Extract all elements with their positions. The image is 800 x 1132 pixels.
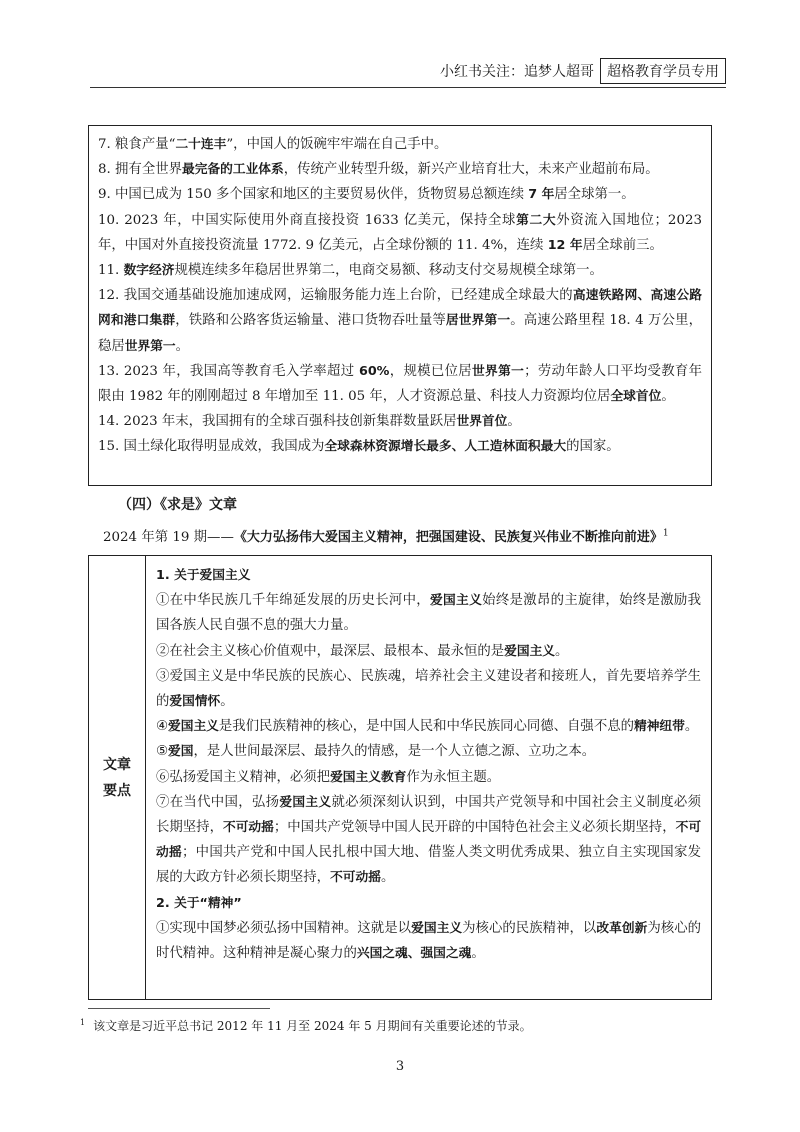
article-points-content	[146, 556, 711, 999]
text-run: 始终是激昂的主旋律，始终是激励我国各族人民自强不息的强大力量。	[156, 593, 702, 634]
list-item	[156, 563, 701, 588]
emphasis-text: 数字经济	[123, 263, 175, 279]
emphasis-text: 爱国情怀	[169, 694, 221, 710]
list-item	[156, 664, 701, 714]
emphasis-text: 60%	[358, 363, 390, 379]
text-run: 居全球第一。	[554, 187, 635, 203]
header-rule	[90, 87, 726, 88]
text-run: ③爱国主义是中华民族的民族心、民族魂，培养社会主义建设者和接班人，首先要培养学生的	[156, 668, 701, 710]
text-run: 8. 拥有全世界	[98, 162, 182, 178]
text-run: 12. 我国交通基础设施加速成网，运输服务能力连上台阶，已经建成全球最大的	[98, 288, 573, 304]
text-run: 为核心的时代精神。这种精神是凝心聚力的	[156, 920, 702, 962]
list-item	[98, 359, 702, 409]
header-follow-text: 小红书关注：追梦人超哥	[440, 64, 594, 80]
text-run: 。	[555, 643, 569, 659]
list-item	[98, 283, 702, 359]
text-run: ”，中国人的饭碗牢牢端在自己手中。	[226, 137, 448, 152]
emphasis-text: 世界首位	[456, 414, 508, 430]
text-run: 。高速公路里程 18. 4 万公里，稳居	[98, 313, 703, 354]
emphasis-text: 爱国	[168, 744, 194, 760]
issue-title: 《大力弘扬伟大爱国主义精神，把强国建设、民族复兴伟业不断推向前进》	[233, 530, 663, 545]
footnote-mark: 1	[80, 1018, 86, 1027]
emphasis-text: 爱国主义	[411, 920, 463, 936]
emphasis-text: 不可动摇	[222, 820, 274, 836]
emphasis-text: 世界第一	[472, 363, 525, 379]
list-item	[156, 765, 701, 790]
list-item	[156, 588, 701, 638]
emphasis-text: 爱国主义教育	[330, 769, 407, 785]
emphasis-text: 不可动摇	[330, 870, 381, 886]
footnote-text: 该文章是习近平总书记 2012 年 11 月至 2024 年 5 月期间有关重要论述的节录。	[93, 1019, 532, 1033]
text-run: 10. 2023 年，中国实际使用外商直接投资 1633 亿美元，保持全球	[98, 212, 517, 228]
list-item	[98, 157, 702, 182]
label-line-1: 文章	[103, 756, 131, 773]
emphasis-text: 世界第一	[124, 338, 176, 354]
text-run: 。	[471, 946, 485, 962]
list-item	[98, 132, 702, 157]
list-item	[98, 409, 702, 434]
text-run: ①在中华民族几千年绵延发展的历史长河中，	[156, 593, 430, 609]
text-run: 的国家。	[566, 439, 620, 455]
footnote-rule	[88, 1008, 270, 1009]
label-line-2: 要点	[103, 782, 131, 799]
issue-line	[103, 526, 669, 545]
text-run: ；劳动年龄人口平均受教育年限由 1982 年的刚刚超过 8 年增加至 11. 05 年，人才资源总量、科技人力资源均位居	[98, 363, 703, 405]
list-item	[98, 434, 702, 459]
section-title: （四）《求是》文章	[118, 497, 237, 513]
emphasis-text: 二十连丰	[175, 137, 227, 152]
emphasis-text: 爱国主义	[430, 593, 483, 609]
page-number: 3	[395, 1059, 405, 1074]
text-run: 9. 中国已成为 150 多个国家和地区的主要贸易伙伴，货物贸易总额连续	[98, 187, 529, 203]
page-header	[440, 58, 726, 84]
article-points-table	[88, 555, 712, 1000]
article-points-label	[89, 556, 146, 999]
list-item	[98, 182, 702, 207]
footnote-ref: 1	[662, 528, 669, 539]
text-run: 。	[661, 389, 675, 405]
emphasis-text: 1. 关于爱国主义	[156, 568, 251, 583]
text-run: ，铁路和公路客货运输量、港口货物吞吐量等	[175, 313, 446, 329]
text-run: ；中国共产党领导中国人民开辟的中国特色社会主义必须长期坚持，	[273, 820, 676, 836]
list-item	[98, 258, 702, 283]
text-run: 为核心的民族精神，以	[462, 920, 597, 936]
list-item	[156, 916, 701, 966]
text-run: 居全球前三。	[582, 237, 663, 253]
emphasis-text: 高速铁路网、高速公路网和港口集群	[98, 288, 702, 329]
text-run: 作为永恒主题。	[406, 769, 501, 785]
list-item	[156, 739, 701, 764]
emphasis-text: 兴国之魂、强国之魂	[356, 946, 472, 962]
text-run: 是我们民族精神的核心，是中国人民和中华民族同心同德、自强不息的	[218, 719, 634, 735]
text-run: ，是人世间最深层、最持久的情感，是一个人立德之源、立功之本。	[193, 744, 596, 760]
emphasis-text: 爱国主义	[504, 643, 556, 659]
emphasis-text: 全球首位	[610, 389, 662, 405]
achievements-box	[88, 125, 712, 486]
text-run: 。	[380, 870, 395, 886]
emphasis-text: 不可动摇	[156, 820, 702, 861]
text-run: 14. 2023 年末，我国拥有的全球百强科技创新集群数量跃居	[98, 414, 457, 430]
text-run: ⑤	[156, 744, 169, 760]
text-run: 7. 粮食产量“	[98, 137, 176, 152]
text-run: 外资流入国地位；2023 年，中国对外直接投资流量 1772. 9 亿美元，占全球份额的 11. 4%，连续	[98, 212, 703, 253]
text-run: ①实现中国梦必须弘扬中国精神。这就是以	[156, 920, 412, 936]
list-item	[156, 714, 701, 739]
text-run: 。	[220, 694, 234, 710]
text-run: 。	[507, 414, 521, 430]
text-run: 就必须深刻认识到，中国共产党领导和中国社会主义制度必须长期坚持，	[156, 794, 702, 836]
text-run: 规模连续多年稳居世界第二，电商交易额、移动支付交易规模全球第一。	[174, 263, 603, 279]
emphasis-text: 爱国主义	[279, 794, 332, 810]
list-item	[156, 790, 701, 891]
text-run: ；中国共产党和中国人民扎根中国大地、借鉴人类文明优秀成果、独立自主实现国家发展的大政方针必须长期坚持，	[156, 845, 702, 886]
text-run: ，规模已位居	[389, 363, 472, 379]
footnote	[80, 1017, 532, 1034]
text-run: 。	[175, 338, 190, 354]
emphasis-text: 精神纽带	[634, 719, 685, 735]
text-run: 13. 2023 年，我国高等教育毛入学率超过	[98, 363, 359, 379]
emphasis-text: 居世界第一	[445, 313, 511, 329]
text-run: ，传统产业转型升级，新兴产业培育壮大，未来产业超前布局。	[283, 162, 659, 178]
text-run: 。	[684, 719, 699, 735]
text-run: ⑦在当代中国，弘扬	[156, 794, 280, 810]
text-run: 15. 国土绿化取得明显成效，我国成为	[98, 439, 325, 455]
text-run: ④	[156, 719, 169, 735]
issue-prefix: 2024 年第 19 期——	[103, 530, 234, 545]
list-item	[156, 891, 701, 916]
emphasis-text: 2. 关于“精神”	[156, 895, 242, 911]
emphasis-text: 最完备的工业体系	[182, 162, 284, 178]
header-badge: 超格教育学员专用	[600, 58, 726, 84]
list-item	[98, 208, 702, 258]
list-item	[156, 639, 701, 664]
text-run: ⑥弘扬爱国主义精神，必须把	[156, 769, 331, 785]
text-run: ②在社会主义核心价值观中，最深层、最根本、最永恒的是	[156, 643, 505, 659]
emphasis-text: 第二大	[516, 212, 557, 228]
emphasis-text: 7 年	[528, 187, 555, 203]
text-run: 11.	[98, 263, 124, 279]
emphasis-text: 改革创新	[596, 920, 648, 936]
emphasis-text: 全球森林资源增长最多、人工造林面积最大	[324, 439, 567, 455]
emphasis-text: 12 年	[547, 237, 583, 253]
emphasis-text: 爱国主义	[168, 719, 219, 735]
